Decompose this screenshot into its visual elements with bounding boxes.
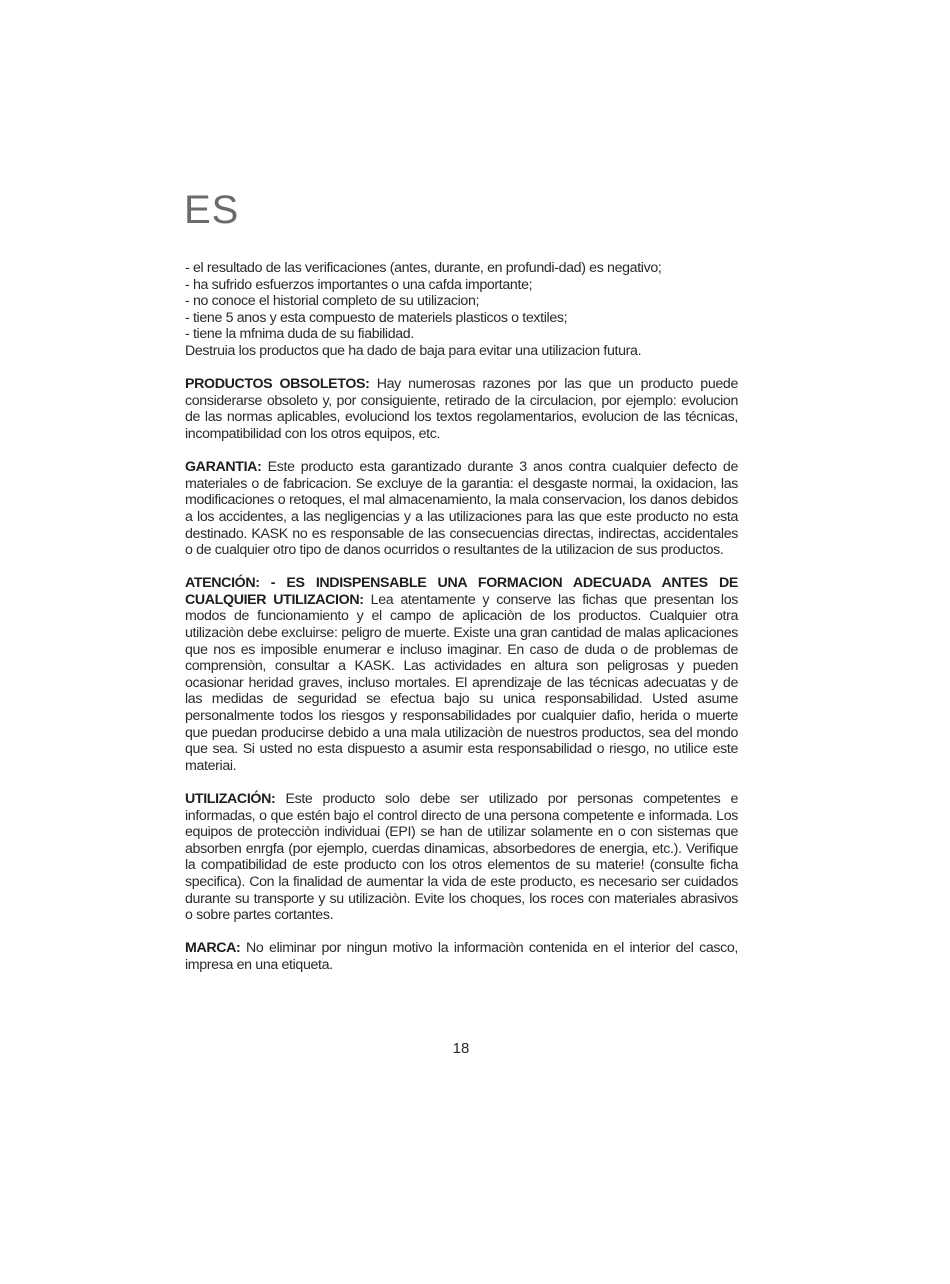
section-warranty (185, 459, 738, 559)
language-heading: ES (184, 188, 240, 232)
intro-list (185, 260, 738, 360)
section-body: Lea atentamente y conserve las fichas que presentan los modos de funcionamiento y el campo de aplicaciòn de los productos. Cualquier otra utilizaciòn debe excluirse: peligro de muerte. Existe una gran cantidad de malas aplicaciones que nos es imposible enumerar e incluso imaginar. En caso de duda o de problemas de comprensiòn, consultar a KASK. Las actividades en altura son peligrosas y pueden ocasionar heridad graves, incluso mortales. El aprendizaje de las técnicas adecuatas y de las medidas de seguridad se efectua bajo su unica responsabilidad. Usted asume personalmente todos los riesgos y responsabilidades por cualquier dafio, herida o muerte que puedan producirse debido a una mala utilizaciòn de nuestros productos, sea del mondo que sea. Si usted no esta dispuesto a asumir esta responsabilidad o riesgo, no utilice este materiai. (185, 591, 738, 774)
section-obsolete-products (185, 376, 738, 442)
list-item: - el resultado de las verificaciones (antes, durante, en profundi-dad) es negativo; (185, 260, 662, 276)
section-marking (185, 940, 738, 973)
section-heading: MARCA: (185, 940, 241, 957)
section-use (185, 791, 738, 924)
document-body (185, 260, 738, 974)
section-body: Hay numerosas razones por las que un producto puede considerarse obsoleto y, por consiguiente, retirado de la circulacion, por ejemplo: evolucion de las normas aplicables, evoluciond los textos regolamentarios, evolucion de las técnicas, incompatibilidad con los otros equipos, etc. (185, 376, 739, 442)
list-item: - tiene 5 anos y esta compuesto de materiels plasticos o textiles; (185, 309, 568, 326)
section-attention (185, 575, 738, 774)
section-body: Este producto esta garantizado durante 3 anos contra cualquier defecto de materiales o de fabricacion. Se excluye de la garantia: el desgaste normai, la oxidacion, las modificaciones o retoques, el mal almacenamiento, la mala conservacion, los danos debidos a los accidentes, a las negligencias y a las utilizaciones para las que este producto no esta destinado. KASK no es responsable de las consecuencias directas, indirectas, accidentales o de cualquier otro tipo de danos ocurridos o resultantes de la utilizacion de sus productos. (185, 459, 738, 559)
section-heading: PRODUCTOS OBSOLETOS: (185, 376, 370, 393)
list-item: - tiene la mfnima duda de su fiabilidad. (185, 326, 414, 343)
page-number: 18 (452, 1040, 470, 1057)
section-body: No eliminar por ningun motivo la informaciòn contenida en el interior del casco, impresa en una etiqueta. (185, 940, 738, 973)
intro-closing: Destruia los productos que ha dado de baja para evitar una utilizacion futura. (185, 342, 642, 359)
section-heading: UTILIZACIÓN: (185, 791, 276, 807)
section-heading: ATENCIÓN: - ES INDISPENSABLE UNA FORMACION ADECUADA ANTES DE CUALQUIER UTILIZACION: (185, 575, 738, 608)
section-body: Este producto solo debe ser utilizado por personas competentes e informadas, o que estén bajo el control directo de una persona competente e informada. Los equipos de protecciòn individuai (EPI) se han de utilizar solamente en o con sistemas que absorben enrgfa (por ejemplo, cuerdas dinamicas, absorbedores de energia, etc.). Verifique la compatibilidad de este producto con los otros elementos de su materie! (consulte ficha specifica). Con la finalidad de aumentar la vida de este producto, es necesario ser cuidados durante su transporte y su utilizaciòn. Evite los choques, los roces con materiales abrasivos o sobre partes cortantes. (185, 791, 738, 924)
section-heading: GARANTIA: (185, 459, 262, 476)
list-item: - no conoce el historial completo de su utilizacion; (185, 293, 480, 310)
list-item: - ha sufrido esfuerzos importantes o una cafda importante; (185, 276, 533, 293)
